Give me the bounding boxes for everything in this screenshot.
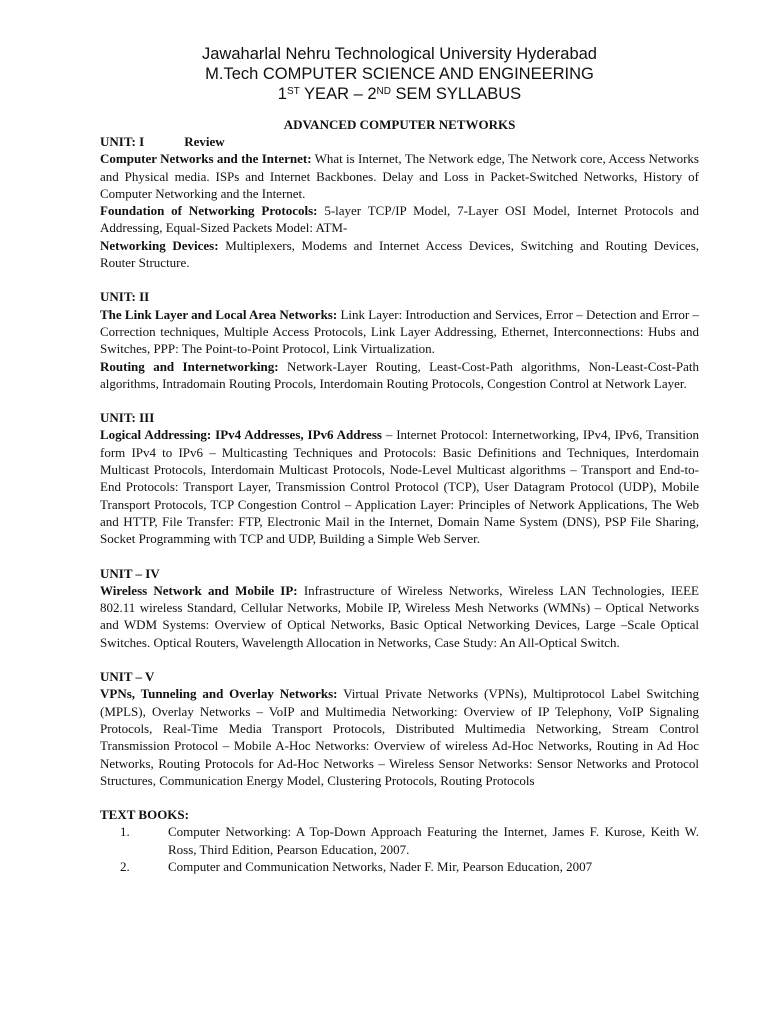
list-item <box>100 823 699 858</box>
unit-1 <box>100 133 699 271</box>
syllabus-page <box>100 44 699 875</box>
university-name: Jawaharlal Nehru Technological University Hyderabad <box>202 45 597 63</box>
list-item-text: Computer and Communication Networks, Nader F. Mir, Pearson Education, 2007 <box>168 858 593 874</box>
spacer <box>100 789 699 806</box>
unit-4-heading: UNIT – IV <box>100 565 160 581</box>
unit-1-heading-extra: Review <box>184 134 225 149</box>
unit-3 <box>100 409 699 547</box>
text-books-title: TEXT BOOKS: <box>100 807 189 823</box>
unit-1-heading: UNIT: I Review <box>100 134 225 149</box>
spacer <box>100 392 699 409</box>
year-semester: 1ST YEAR – 2ND SEM SYLLABUS <box>277 85 522 103</box>
unit-2-heading: UNIT: II <box>100 289 150 305</box>
document-header <box>100 44 699 104</box>
program-name: M.Tech COMPUTER SCIENCE AND ENGINEERING <box>205 65 594 83</box>
unit-3-heading: UNIT: III <box>100 410 155 426</box>
unit-5 <box>100 668 699 789</box>
list-item-number: 2. <box>120 858 130 874</box>
unit-1-topic-3: Networking Devices: Multiplexers, Modems and Internet Access Devices, Switching and Routing Devices, Router Structure. <box>100 237 699 271</box>
list-item-text: Computer Networking: A Top-Down Approach Featuring the Internet, James F. Kurose, Keith W. Ross, Third Edition, Pearson Education, 2007. <box>168 824 699 857</box>
unit-4-topic-1: Wireless Network and Mobile IP: Infrastructure of Wireless Networks, Wireless LAN Technologies, IEEE 802.11 wireless Standard, Cellular Networks, Mobile IP, Wireless Mesh Networks (WMNs) – Optical Networks and WDM Systems: Overview of Optical Networks, Basic Optical Networking Devices, Large –Scale Optical Switches. Optical Routers, Wavelength Allocation in Networks, Case Study: An All-Optical Switch. <box>100 582 700 650</box>
unit-2-topic-1: The Link Layer and Local Area Networks: Link Layer: Introduction and Services, Error – Detection and Error – Correction techniques, Multiple Access Protocols, Link Layer Addressing, Ethernet, Interconnections: Hubs and Switches, PPP: The Point-to-Point Protocol, Link Virtualization. <box>100 306 699 357</box>
unit-1-topic-1: Computer Networks and the Internet: What is Internet, The Network edge, The Network core, Access Networks and Physical media. ISPs and Internet Backbones. Delay and Loss in Packet-Switched Networks, History of Computer Networking and the Internet. <box>100 151 699 201</box>
unit-2-topic-2: Routing and Internetworking: Network-Layer Routing, Least-Cost-Path algorithms, Non-Least-Cost-Path algorithms, Intradomain Routing Procols, Interdomain Routing Protocols, Congestion Control at Network Layer. <box>100 358 700 391</box>
unit-4 <box>100 565 699 651</box>
list-item <box>100 858 699 875</box>
unit-3-topic-1: Logical Addressing: IPv4 Addresses, IPv6 Address – Internet Protocol: Internetworking, IPv4, IPv6, Transition form IPv4 to IPv6 – Multicasting Techniques and Protocols: Basic Definitions and Techniques, Interdomain Multicast Protocols, Interdomain Multicast Protocols, Node-Level Multicast algorithms – Transport and End-to-End Protocols: Transport Layer, Transmission Control Protocol (TCP), User Datagram Protocol (UDP), Mobile Transport Protocols, TCP Congestion Control – Application Layer: Principles of Network Applications, The Web and HTTP, File Transfer: FTP, Electronic Mail in the Internet, Domain Name System (DNS), PSP File Sharing, Socket Programming with TCP and UDP, Building a Simple Web Server. <box>100 427 700 547</box>
list-item-number: 1. <box>120 824 130 840</box>
spacer <box>100 271 699 288</box>
text-books <box>100 806 699 875</box>
unit-2 <box>100 288 699 392</box>
course-title: ADVANCED COMPUTER NETWORKS <box>283 117 516 132</box>
unit-5-topic-1: VPNs, Tunneling and Overlay Networks: Virtual Private Networks (VPNs), Multiprotocol Label Switching (MPLS), Overlay Networks – VoIP and Multimedia Networking: Overview of IP Telephony, VoIP Signaling Protocols, Real-Time Media Transport Protocols, Distributed Multimedia Networking, Stream Control Transmission Protocol – Mobile A-Hoc Networks: Overview of wireless Ad-Hoc Networks, Routing in Ad Hoc Networks, Routing Protocols for Ad-Hoc Networks – Wireless Sensor Networks: Sensor Networks and Protocol Structures, Communication Energy Model, Clustering Protocols, Routing Protocols <box>100 686 700 788</box>
spacer <box>100 651 699 668</box>
unit-1-topic-2: Foundation of Networking Protocols: 5-layer TCP/IP Model, 7-Layer OSI Model, Internet Protocols and Addressing, Equal-Sized Packets Model: ATM- <box>100 203 699 236</box>
spacer <box>100 548 699 565</box>
unit-5-heading: UNIT – V <box>100 669 155 685</box>
text-books-list <box>100 823 699 875</box>
